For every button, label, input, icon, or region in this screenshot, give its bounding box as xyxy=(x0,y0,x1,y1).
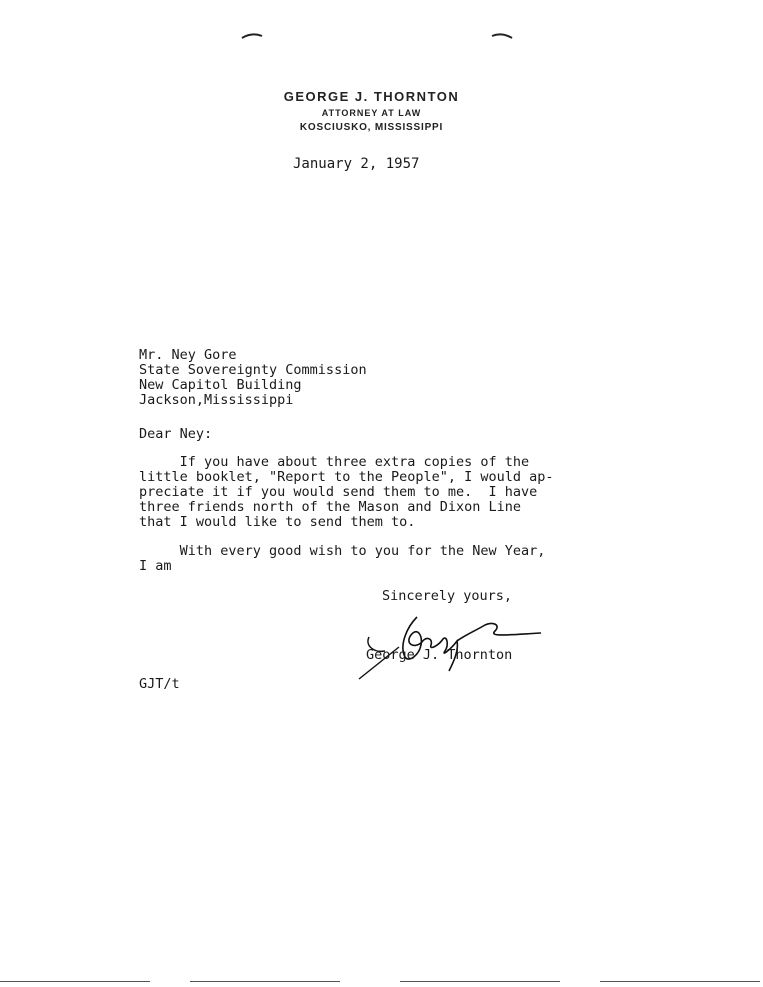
corner-mark-left xyxy=(240,30,264,42)
letterhead-title: ATTORNEY AT LAW xyxy=(321,108,422,118)
body-line: three friends north of the Mason and Dixon Line xyxy=(139,499,522,515)
bottom-edge-line xyxy=(0,981,150,982)
bottom-edge-line xyxy=(400,981,560,982)
typist-initials: GJT/t xyxy=(139,676,180,692)
body-paragraph-2 xyxy=(139,544,545,574)
body-line: preciate it if you would send them to me. I have xyxy=(139,484,538,500)
body-line: With every good wish to you for the New Year, xyxy=(139,543,546,559)
complimentary-closing: Sincerely yours, xyxy=(382,588,513,604)
salutation: Dear Ney: xyxy=(139,426,213,442)
body-paragraph-1 xyxy=(139,455,554,530)
letterhead-name: GEORGE J. THORNTON xyxy=(283,89,460,104)
recipient-line: Mr. Ney Gore xyxy=(139,347,237,363)
recipient-line: State Sovereignty Commission xyxy=(139,362,367,378)
body-line: If you have about three extra copies of the xyxy=(139,454,530,470)
body-line: that I would like to send them to. xyxy=(139,514,416,530)
letterhead-location: KOSCIUSKO, MISSISSIPPI xyxy=(299,122,444,133)
handwritten-signature xyxy=(355,605,555,685)
corner-mark-right xyxy=(490,30,514,42)
body-line: little booklet, "Report to the People", I would ap- xyxy=(139,469,554,485)
bottom-edge-line xyxy=(190,981,340,982)
signer-name: George J. Thornton xyxy=(366,647,513,663)
bottom-edge-line xyxy=(600,981,760,982)
recipient-line: New Capitol Building xyxy=(139,377,302,393)
letter-date: January 2, 1957 xyxy=(293,156,420,172)
recipient-line: Jackson,Mississippi xyxy=(139,392,294,408)
body-line: I am xyxy=(139,558,172,574)
recipient-address xyxy=(139,348,367,408)
